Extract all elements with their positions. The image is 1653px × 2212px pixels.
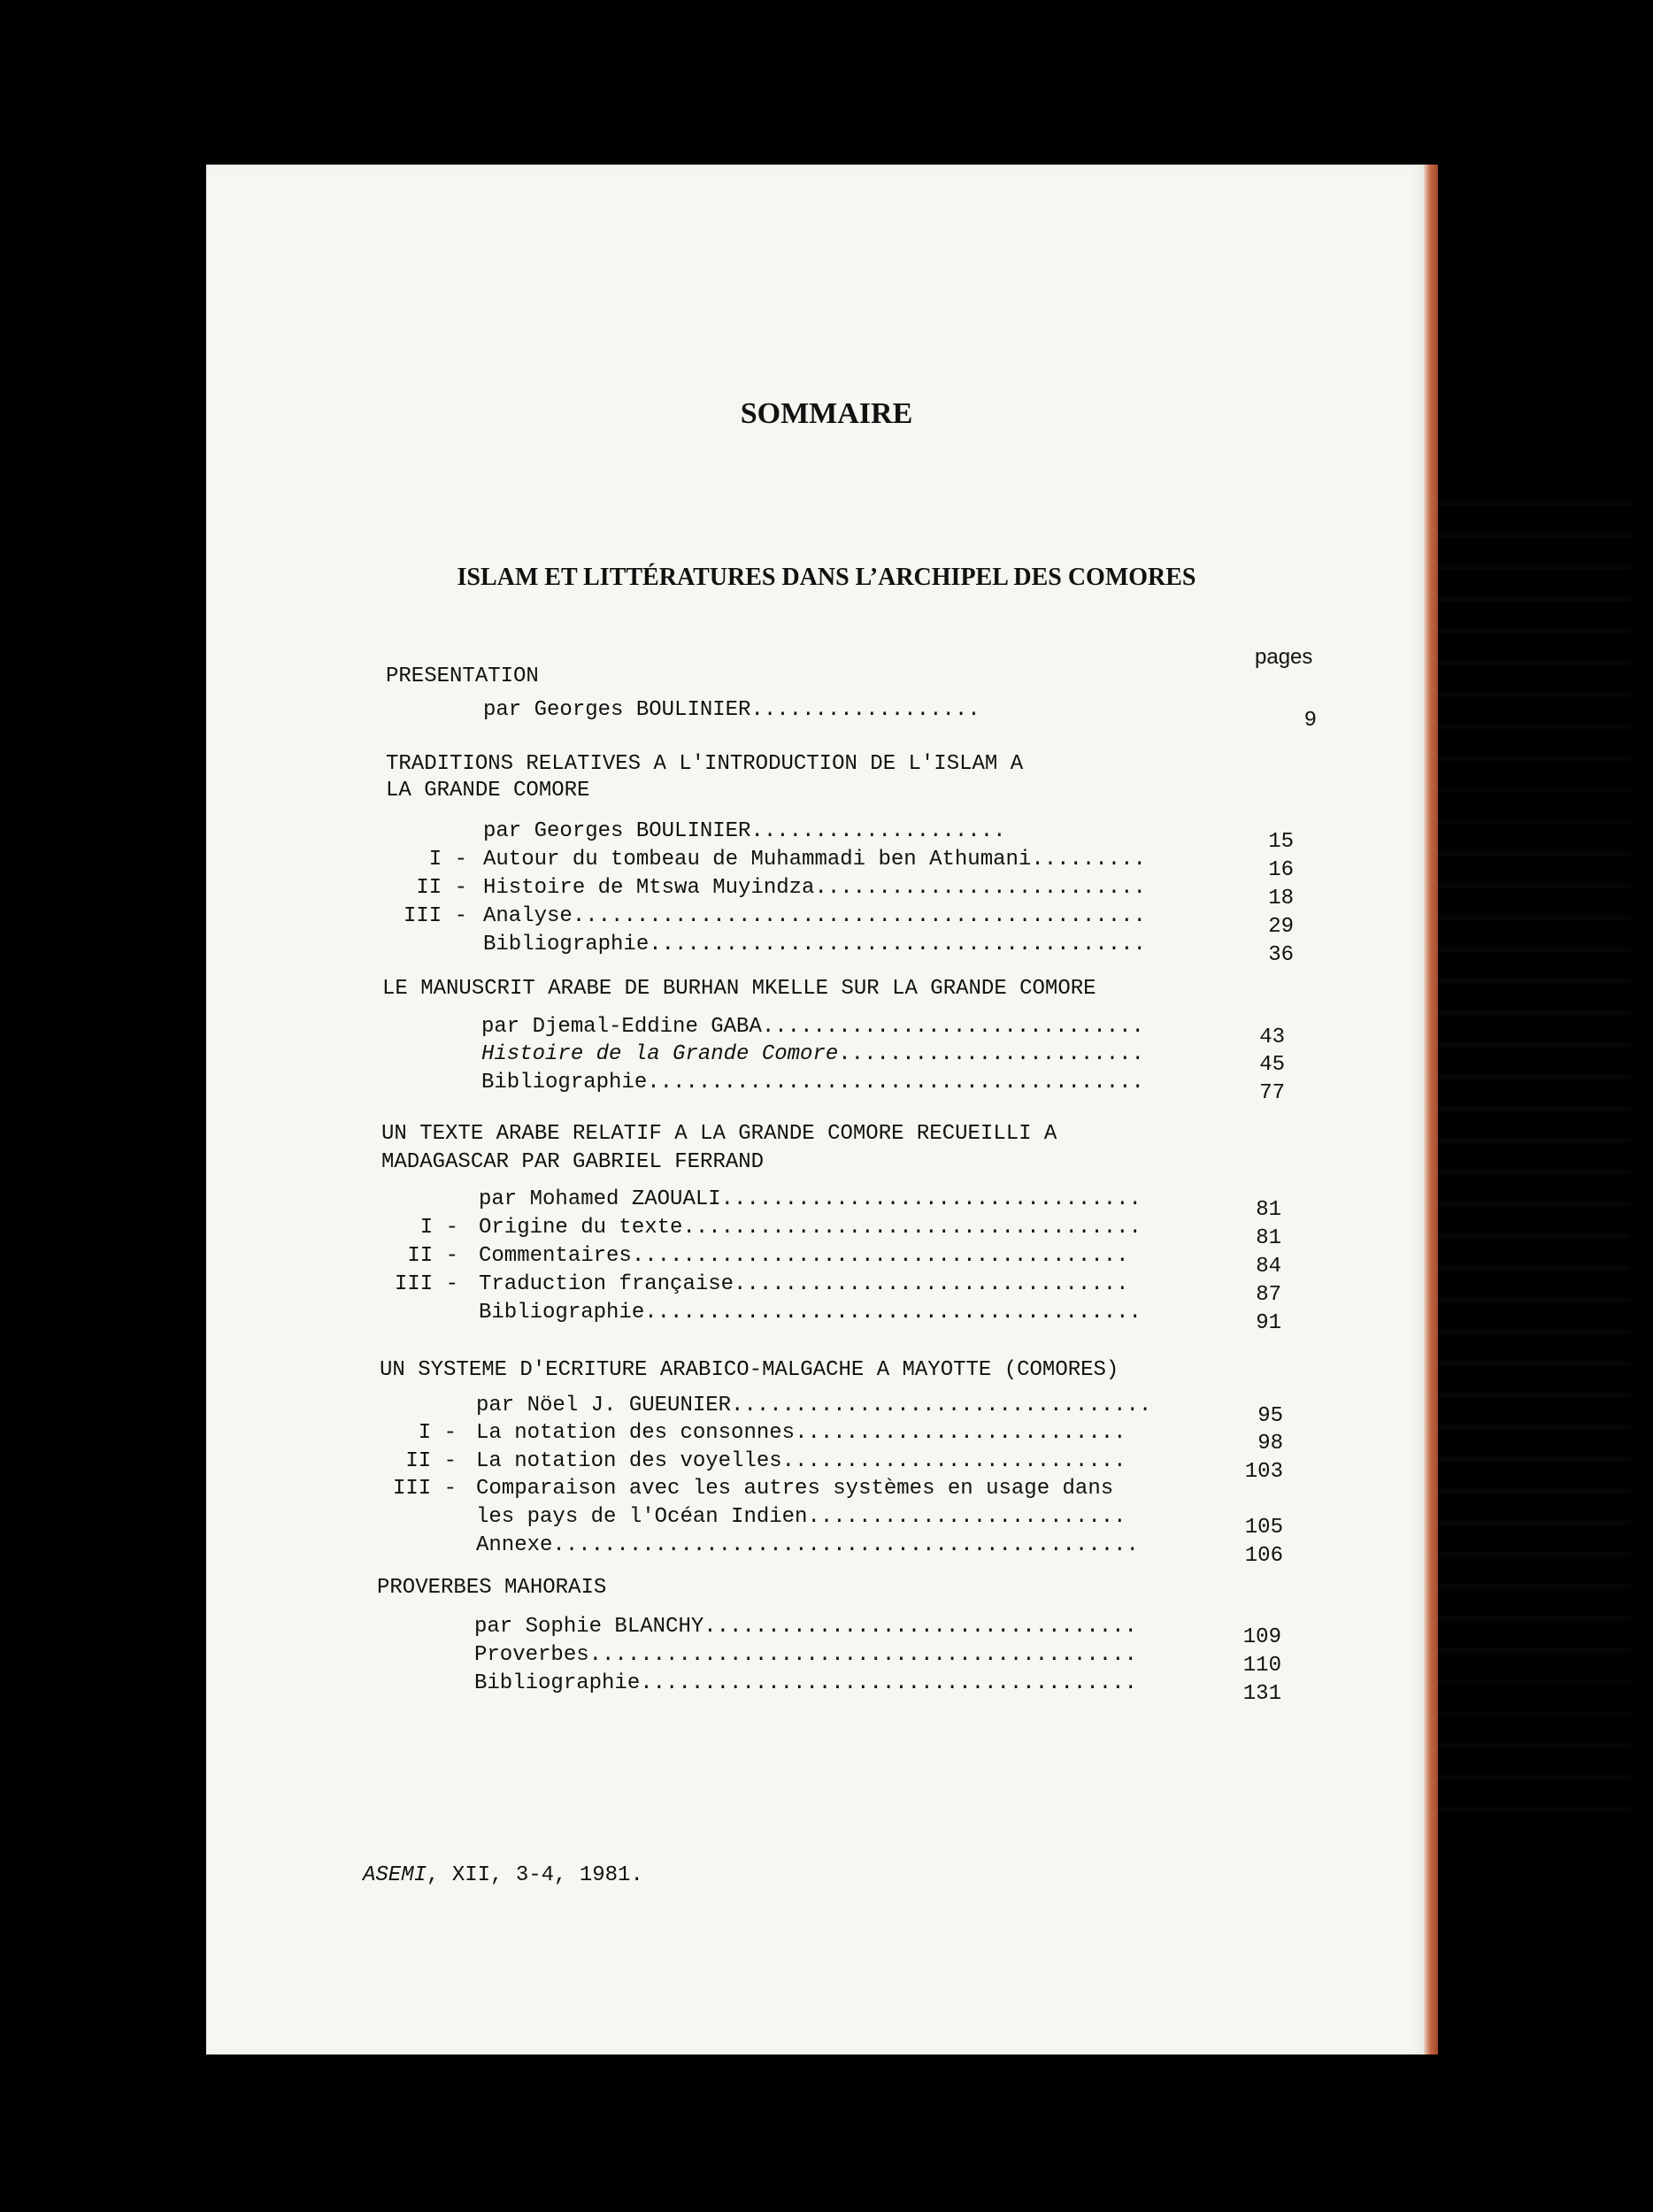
entry-label: par Djemal-Eddine GABA	[481, 1015, 762, 1039]
section-heading: LE MANUSCRIT ARABE DE BURHAN MKELLE SUR LA GRANDE COMORE	[382, 977, 1096, 1001]
leader-dots: .........	[1031, 848, 1146, 872]
leader-dots: .......................................	[640, 1671, 1137, 1695]
footer-citation	[363, 1863, 643, 1887]
entry-label: Proverbes	[474, 1643, 589, 1667]
page-number: 91	[1256, 1311, 1281, 1335]
entry-label: Bibliographie	[481, 1071, 648, 1094]
section-heading: UN TEXTE ARABE RELATIF A LA GRANDE COMORE RECUEILLI A	[381, 1122, 1057, 1146]
toc-entry	[474, 1643, 1137, 1667]
page-number: 81	[1256, 1198, 1281, 1222]
page-number: 77	[1259, 1081, 1285, 1105]
page-number: 109	[1242, 1625, 1281, 1649]
toc-entry	[474, 1671, 1137, 1695]
entry-label: Bibliographie	[479, 1301, 645, 1325]
section-heading: LA GRANDE COMORE	[386, 779, 590, 803]
entry-label: Bibliographie	[474, 1671, 641, 1695]
journal-issue: , XII, 3-4, 1981.	[427, 1863, 643, 1887]
entry-label: Autour du tombeau de Muhammadi ben Athumani	[483, 848, 1032, 872]
toc-entry	[483, 933, 1146, 956]
leader-dots: ..............................	[761, 1015, 1144, 1039]
page-number: 84	[1256, 1255, 1281, 1279]
entry-label: Comparaison avec les autres systèmes en usage dans	[476, 1477, 1114, 1501]
entry-number: III -	[394, 1272, 458, 1296]
page-number: 105	[1244, 1516, 1283, 1540]
entry-label: les pays de l'Océan Indien	[476, 1505, 808, 1529]
pages-column-label: pages	[1255, 645, 1313, 669]
section-heading: PRESENTATION	[386, 664, 539, 688]
entry-number: II -	[405, 1449, 457, 1473]
toc-entry	[476, 1449, 1126, 1473]
entry-label: par Mohamed ZAOUALI	[479, 1187, 721, 1211]
page-number: 106	[1244, 1544, 1283, 1568]
entry-label: Traduction française	[479, 1272, 734, 1296]
leader-dots: ....................................	[682, 1216, 1142, 1240]
toc-entry	[479, 1301, 1142, 1325]
leader-dots: ...............................	[734, 1272, 1129, 1296]
entry-label: Origine du texte	[479, 1216, 683, 1240]
page-number: 36	[1268, 943, 1294, 967]
entry-label: Commentaires	[479, 1244, 632, 1268]
leader-dots: ..................	[750, 698, 980, 722]
page-number: 18	[1268, 887, 1294, 910]
page-number: 29	[1268, 915, 1294, 939]
toc-entry	[479, 1272, 1129, 1296]
page-title: SOMMAIRE	[740, 397, 913, 430]
toc-entry	[481, 1042, 1144, 1066]
section-heading: PROVERBES MAHORAIS	[377, 1576, 607, 1600]
toc-entry	[481, 1071, 1144, 1094]
page-number: 87	[1256, 1283, 1281, 1307]
page-number: 95	[1257, 1404, 1283, 1428]
toc-entry	[483, 848, 1146, 872]
entry-label: par Georges BOULINIER	[483, 698, 751, 722]
page-number: 131	[1242, 1682, 1281, 1706]
entry-number: III -	[403, 904, 467, 928]
show-through	[1427, 501, 1631, 1828]
page-number: 9	[1303, 709, 1317, 733]
entry-label: par Nöel J. GUEUNIER	[476, 1394, 732, 1417]
entry-number: II -	[416, 876, 467, 900]
leader-dots: .................................	[720, 1187, 1142, 1211]
entry-number: I -	[419, 1216, 458, 1240]
toc-entry	[476, 1477, 1113, 1501]
leader-dots: ........................	[838, 1042, 1144, 1066]
toc-entry	[474, 1615, 1137, 1639]
entry-label: La notation des voyelles	[476, 1449, 782, 1473]
leader-dots: .......................................	[631, 1244, 1129, 1268]
page-number: 81	[1256, 1226, 1281, 1250]
leader-dots: ...........................................	[588, 1643, 1137, 1667]
page-sheet	[206, 165, 1424, 2055]
entry-label: Analyse	[483, 904, 573, 928]
leader-dots: .............................................	[572, 904, 1146, 928]
page-number: 110	[1242, 1654, 1281, 1678]
page-number: 103	[1244, 1460, 1283, 1484]
leader-dots: ..........................	[814, 876, 1146, 900]
entry-label: La notation des consonnes	[476, 1421, 796, 1445]
section-heading: MADAGASCAR PAR GABRIEL FERRAND	[381, 1150, 765, 1174]
toc-entry	[483, 819, 1006, 843]
entry-label: Histoire de la Grande Comore	[481, 1042, 839, 1066]
leader-dots: ..............................................	[552, 1533, 1139, 1557]
entry-label: par Sophie BLANCHY	[474, 1615, 704, 1639]
toc-entry	[479, 1187, 1142, 1211]
section-heading: UN SYSTEME D'ECRITURE ARABICO-MALGACHE A MAYOTTE (COMORES)	[380, 1358, 1119, 1382]
entry-number: I -	[418, 1421, 457, 1445]
toc-entry	[479, 1216, 1142, 1240]
entry-label: Histoire de Mtswa Muyindza	[483, 876, 815, 900]
page-number: 98	[1257, 1432, 1283, 1455]
section-heading: TRADITIONS RELATIVES A L'INTRODUCTION DE L'ISLAM A	[386, 752, 1024, 776]
entry-number: III -	[392, 1477, 457, 1501]
entry-number: II -	[407, 1244, 458, 1268]
toc-entry	[476, 1421, 1126, 1445]
page-number: 45	[1259, 1053, 1285, 1077]
leader-dots: ....................	[750, 819, 1006, 843]
toc-entry	[483, 876, 1146, 900]
leader-dots: .......................................	[644, 1301, 1142, 1325]
entry-label: Bibliographie	[483, 933, 650, 956]
journal-name: ASEMI	[363, 1863, 427, 1887]
toc-entry	[476, 1394, 1151, 1417]
entry-label: par Georges BOULINIER	[483, 819, 751, 843]
toc-entry	[479, 1244, 1129, 1268]
toc-entry	[483, 904, 1146, 928]
leader-dots: .........................	[807, 1505, 1126, 1529]
leader-dots: .......................................	[647, 1071, 1144, 1094]
toc-entry	[476, 1505, 1126, 1529]
leader-dots: .......................................	[649, 933, 1146, 956]
page-number: 43	[1259, 1025, 1285, 1049]
entry-label: Annexe	[476, 1533, 553, 1557]
toc-entry	[481, 1015, 1144, 1039]
page-number: 16	[1268, 858, 1294, 882]
entry-number: I -	[428, 848, 467, 872]
collection-title: ISLAM ET LITTÉRATURES DANS L’ARCHIPEL DES COMORES	[457, 564, 1196, 591]
leader-dots: .................................	[731, 1394, 1152, 1417]
toc-entry	[476, 1533, 1139, 1557]
leader-dots: ..........................	[795, 1421, 1126, 1445]
leader-dots: ...........................	[781, 1449, 1126, 1473]
leader-dots: ..................................	[703, 1615, 1137, 1639]
page-number: 15	[1268, 830, 1294, 854]
toc-entry	[483, 698, 980, 722]
